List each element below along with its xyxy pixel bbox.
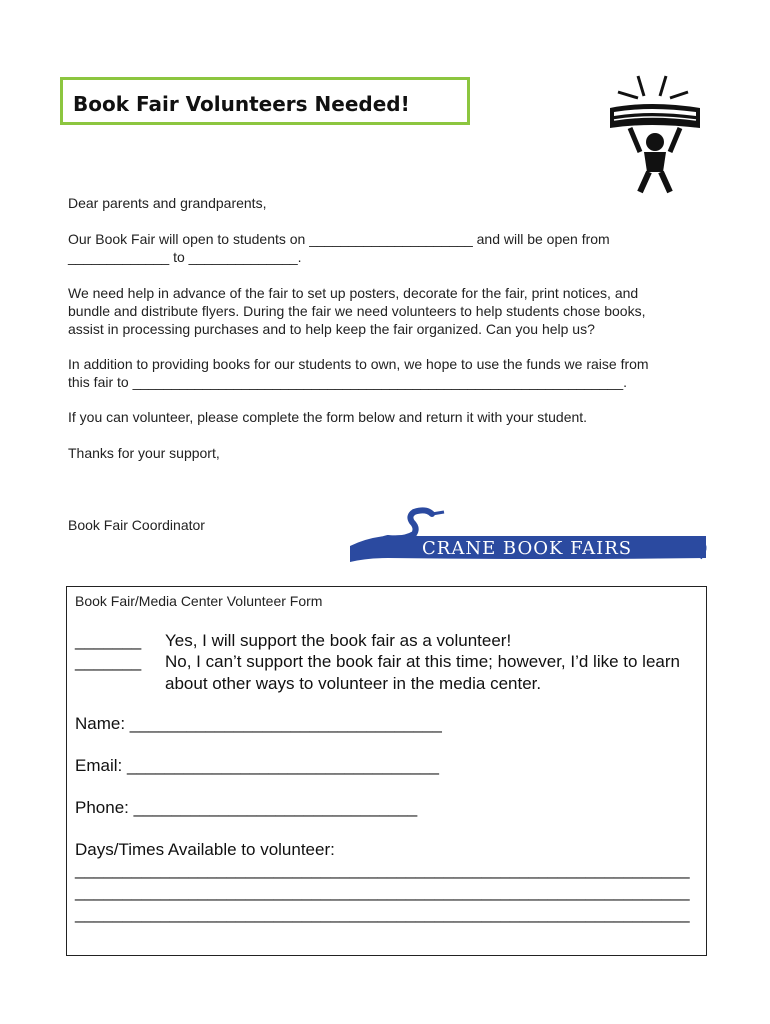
help-line-3: assist in processing purchases and to help keep the fair organized. Can you help us?	[68, 321, 595, 337]
phone-field[interactable]: Phone: ______________________________	[75, 798, 418, 817]
title-box	[60, 77, 470, 125]
name-field[interactable]: Name: _________________________________	[75, 714, 442, 733]
days-times-line-1[interactable]: _________________________________________________________________	[75, 860, 690, 879]
days-times-line-3[interactable]: _________________________________________________________________	[75, 904, 690, 923]
yes-option-label: Yes, I will support the book fair as a volunteer!	[165, 631, 512, 650]
logo-text: CRANE BOOK FAIRS	[422, 538, 633, 559]
form-title: Book Fair/Media Center Volunteer Form	[75, 593, 323, 609]
funds-line-1: In addition to providing books for our students to own, we hope to use the funds we raise from	[68, 356, 649, 372]
no-blank[interactable]: _______	[75, 652, 142, 671]
person-holding-book-icon	[600, 72, 710, 197]
open-date-line-2: _____________ to ______________.	[68, 249, 302, 265]
thanks-line: Thanks for your support,	[68, 445, 220, 461]
greeting: Dear parents and grandparents,	[68, 195, 267, 211]
open-date-line-1: Our Book Fair will open to students on _____________________ and will be open from	[68, 231, 610, 247]
help-line-2: bundle and distribute flyers. During the fair we need volunteers to help students chose books,	[68, 303, 646, 319]
help-line-1: We need help in advance of the fair to set up posters, decorate for the fair, print notices, and	[68, 285, 639, 301]
no-option-label-line-1: No, I can’t support the book fair at this time; however, I’d like to learn	[165, 652, 680, 671]
no-option-label-line-2: about other ways to volunteer in the media center.	[165, 674, 542, 693]
crane-book-fairs-logo	[348, 506, 710, 564]
complete-form-line: If you can volunteer, please complete the form below and return it with your student.	[68, 409, 588, 425]
funds-line-2: this fair to _______________________________________________________________.	[68, 374, 627, 390]
email-field[interactable]: Email: _________________________________	[75, 756, 439, 775]
days-times-label: Days/Times Available to volunteer:	[75, 840, 335, 859]
days-times-line-2[interactable]: _________________________________________________________________	[75, 882, 690, 901]
signature-line: Book Fair Coordinator	[68, 517, 205, 533]
yes-blank[interactable]: _______	[75, 631, 142, 650]
page-title: Book Fair Volunteers Needed!	[73, 92, 410, 116]
